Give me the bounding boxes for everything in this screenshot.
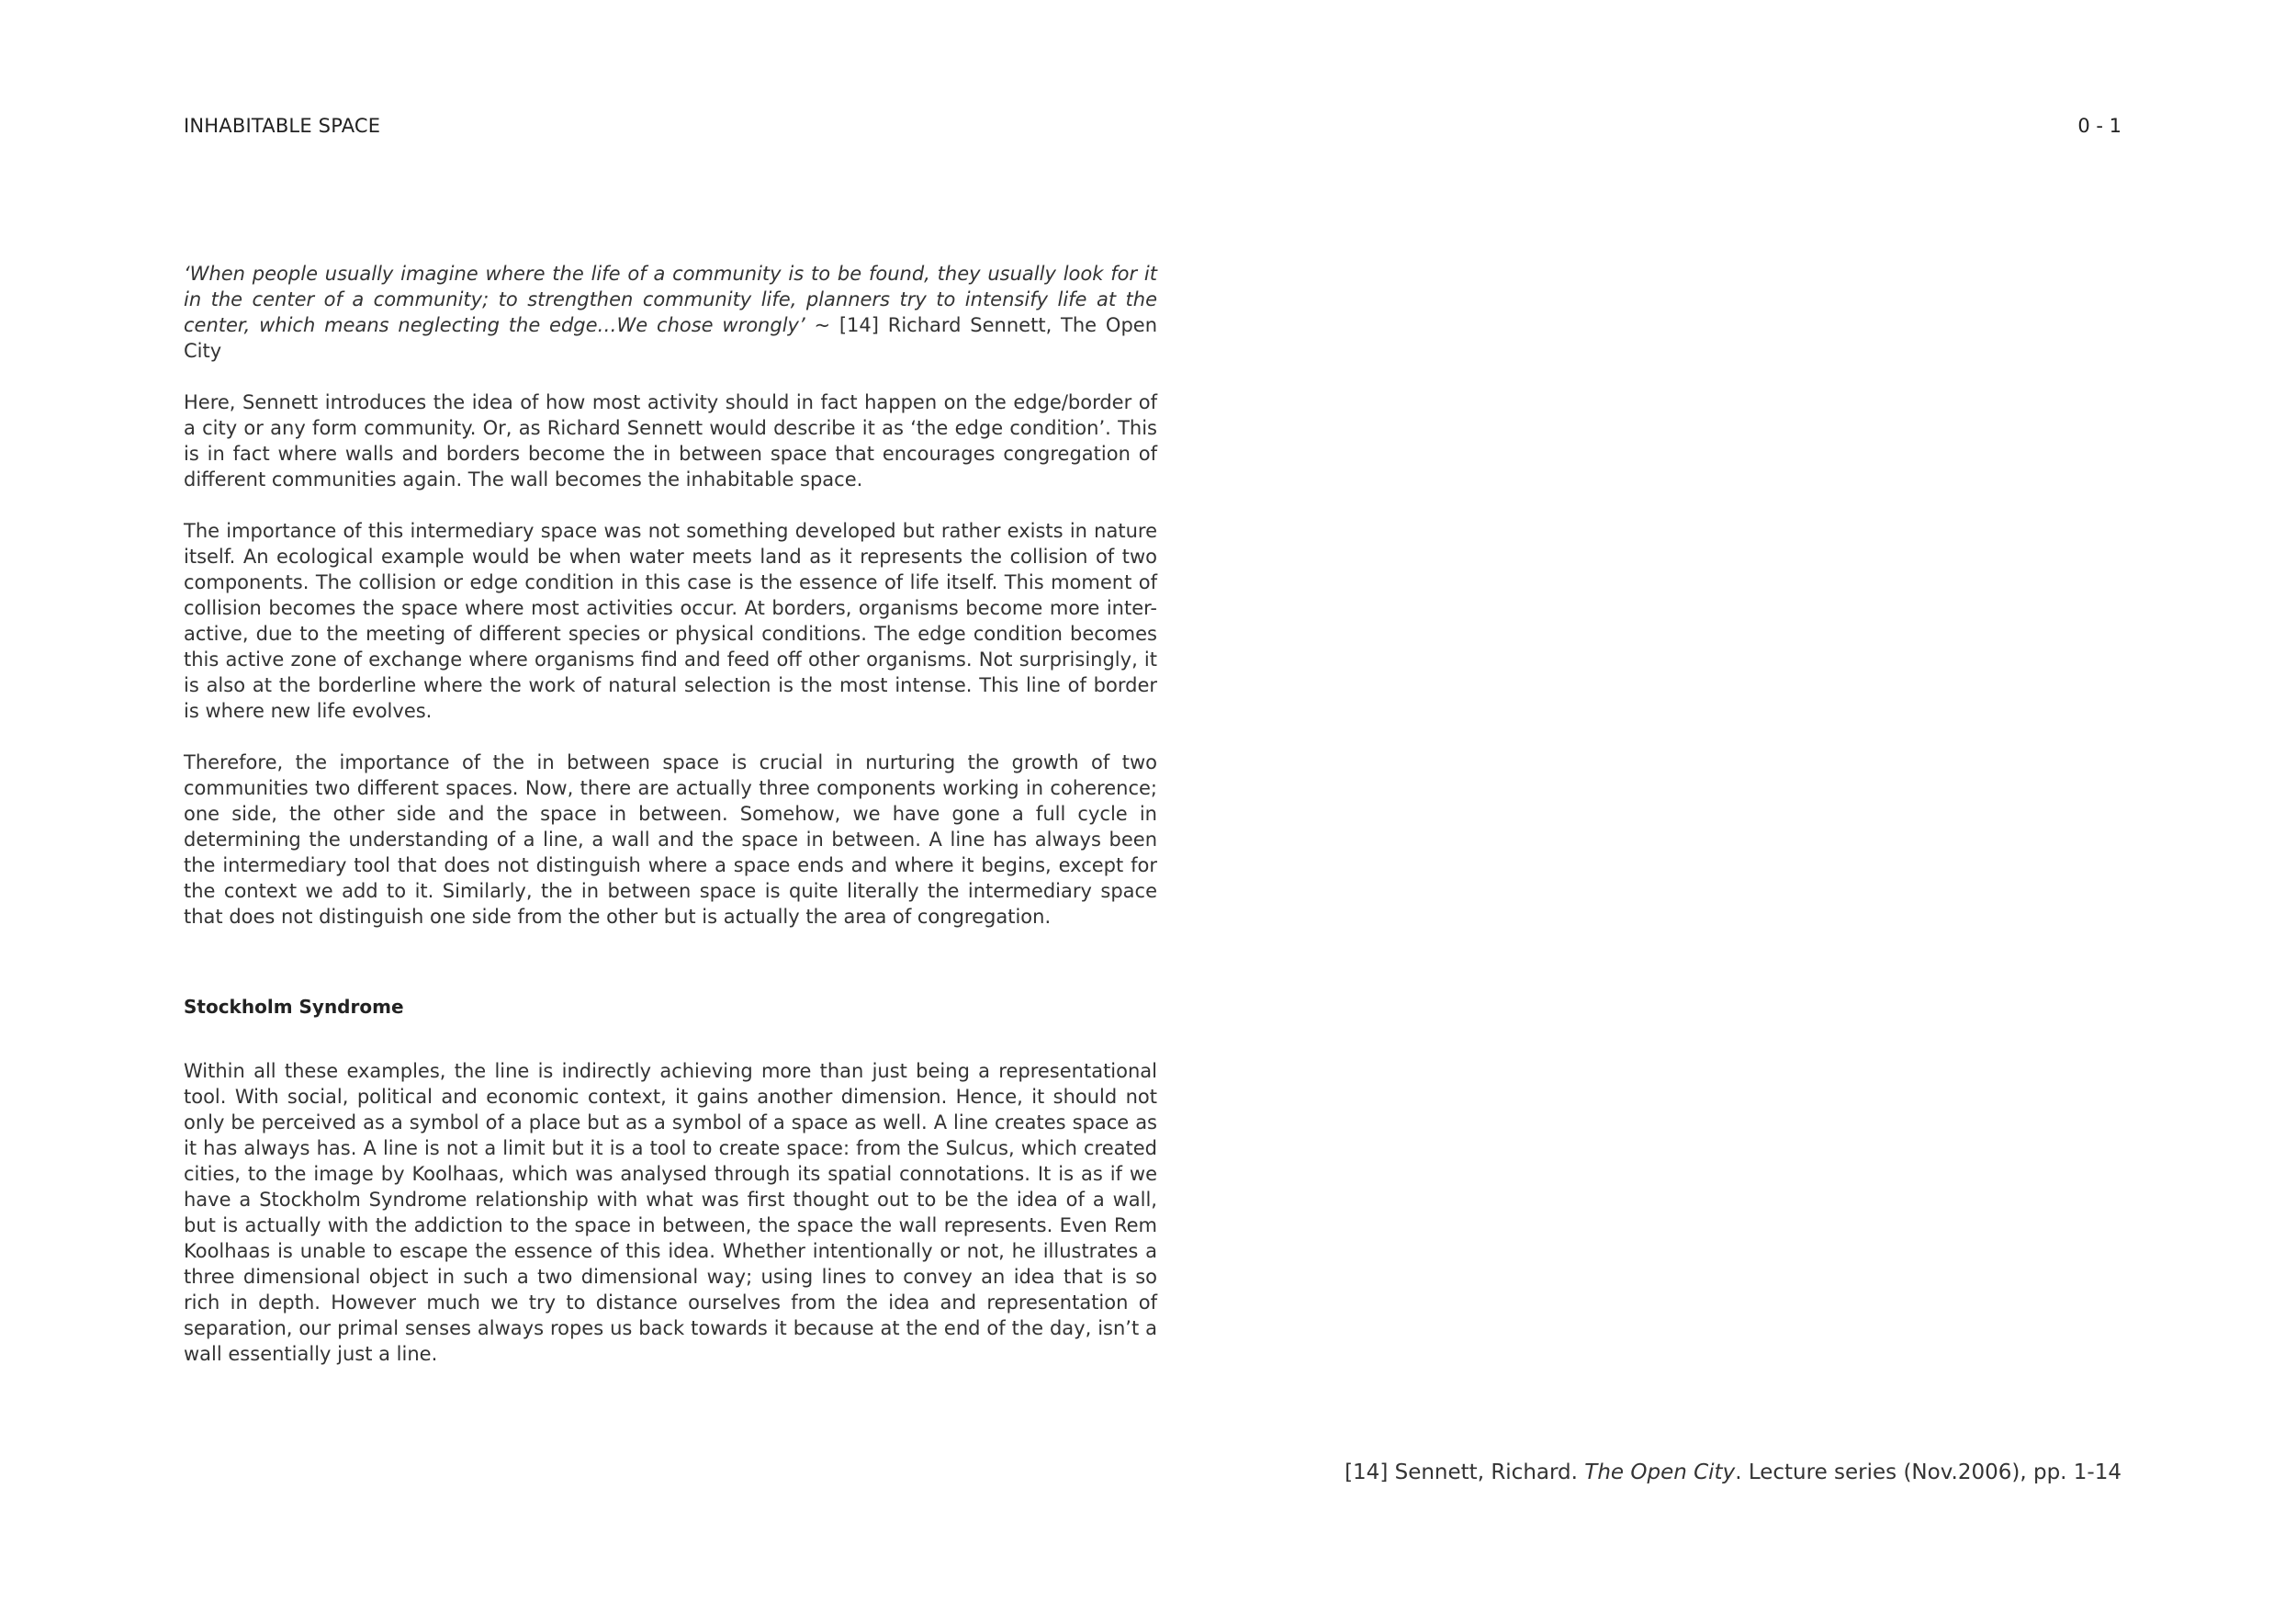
quote-attribution: ~ [14] Richard Sennett, The Open City xyxy=(184,314,1157,362)
footnote xyxy=(1345,1460,2122,1484)
document-title: INHABITABLE SPACE xyxy=(184,115,381,137)
footnote-suffix: . Lecture series (Nov.2006), pp. 1-14 xyxy=(1735,1460,2122,1484)
footnote-title: The Open City xyxy=(1584,1460,1736,1484)
footnote-prefix: [14] Sennett, Richard. xyxy=(1345,1460,1585,1484)
section-heading: Stockholm Syndrome xyxy=(184,996,404,1018)
body-paragraph-1: Here, Sennett introduces the idea of how most activity should in fact happen on the edge/border of a city or any form community. Or, as Richard Sennett would describe it as ‘the edge condition’. This is in fact where walls and borders become the in between space that encourages congregation of different communities again. The wall becomes the inhabitable space. xyxy=(184,391,1157,491)
main-content xyxy=(184,261,1157,1393)
quote-text: ‘When people usually imagine where the life of a community is to be found, they usually look for it in the center of a community; to strengthen community life, planners try to intensify life at the center, which means neglecting the edge…We chose wrongly’ xyxy=(184,263,1157,336)
section-paragraph: Within all these examples, the line is indirectly achieving more than just being a representational tool. With social, political and economic context, it gains another dimension. Hence, it should not only be perceived as a symbol of a place but as a symbol of a space as well. A line creates space as it has always has. A line is not a limit but it is a tool to create space: from the Sulcus, which created cities, to the image by Koolhaas, which was analysed through its spatial connotations. It is as if we have a Stockholm Syndrome relationship with what was first thought out to be the idea of a wall, but is actually with the addiction to the space in between, the space the wall represents. Even Rem Koolhaas is unable to escape the essence of this idea. Whether intentionally or not, he illustrates a three dimensional object in such a two dimensional way; using lines to convey an idea that is so rich in depth. However much we try to distance ourselves from the idea and representation of separation, our primal senses always ropes us back towards it because at the end of the day, isn’t a wall essentially just a line. xyxy=(184,1060,1157,1365)
body-paragraph-3: Therefore, the importance of the in between space is crucial in nurturing the growth of two communities two different spaces. Now, there are actually three components working in coherence; one side, the other side and the space in between. Somehow, we have gone a full cycle in determining the understanding of a line, a wall and the space in between. A line has always been the intermediary tool that does not distinguish where a space ends and where it begins, except for the context we add to it. Similarly, the in between space is quite literally the intermediary space that does not distinguish one side from the other but is actually the area of congregation. xyxy=(184,751,1157,928)
opening-quote xyxy=(184,261,1157,364)
page-number: 0 - 1 xyxy=(2077,115,2122,137)
body-paragraph-2: The importance of this intermediary space was not something developed but rather exists in nature itself. An ecological example would be when water meets land as it represents the collision of two components. The collision or edge condition in this case is the essence of life itself. This moment of collision becomes the space where most activities occur. At borders, organisms become more inter-active, due to the meeting of different species or physical conditions. The edge condition becomes this active zone of exchange where organisms find and feed off other organisms. Not surprisingly, it is also at the borderline where the work of natural selection is the most intense. This line of border is where new life evolves. xyxy=(184,520,1157,722)
